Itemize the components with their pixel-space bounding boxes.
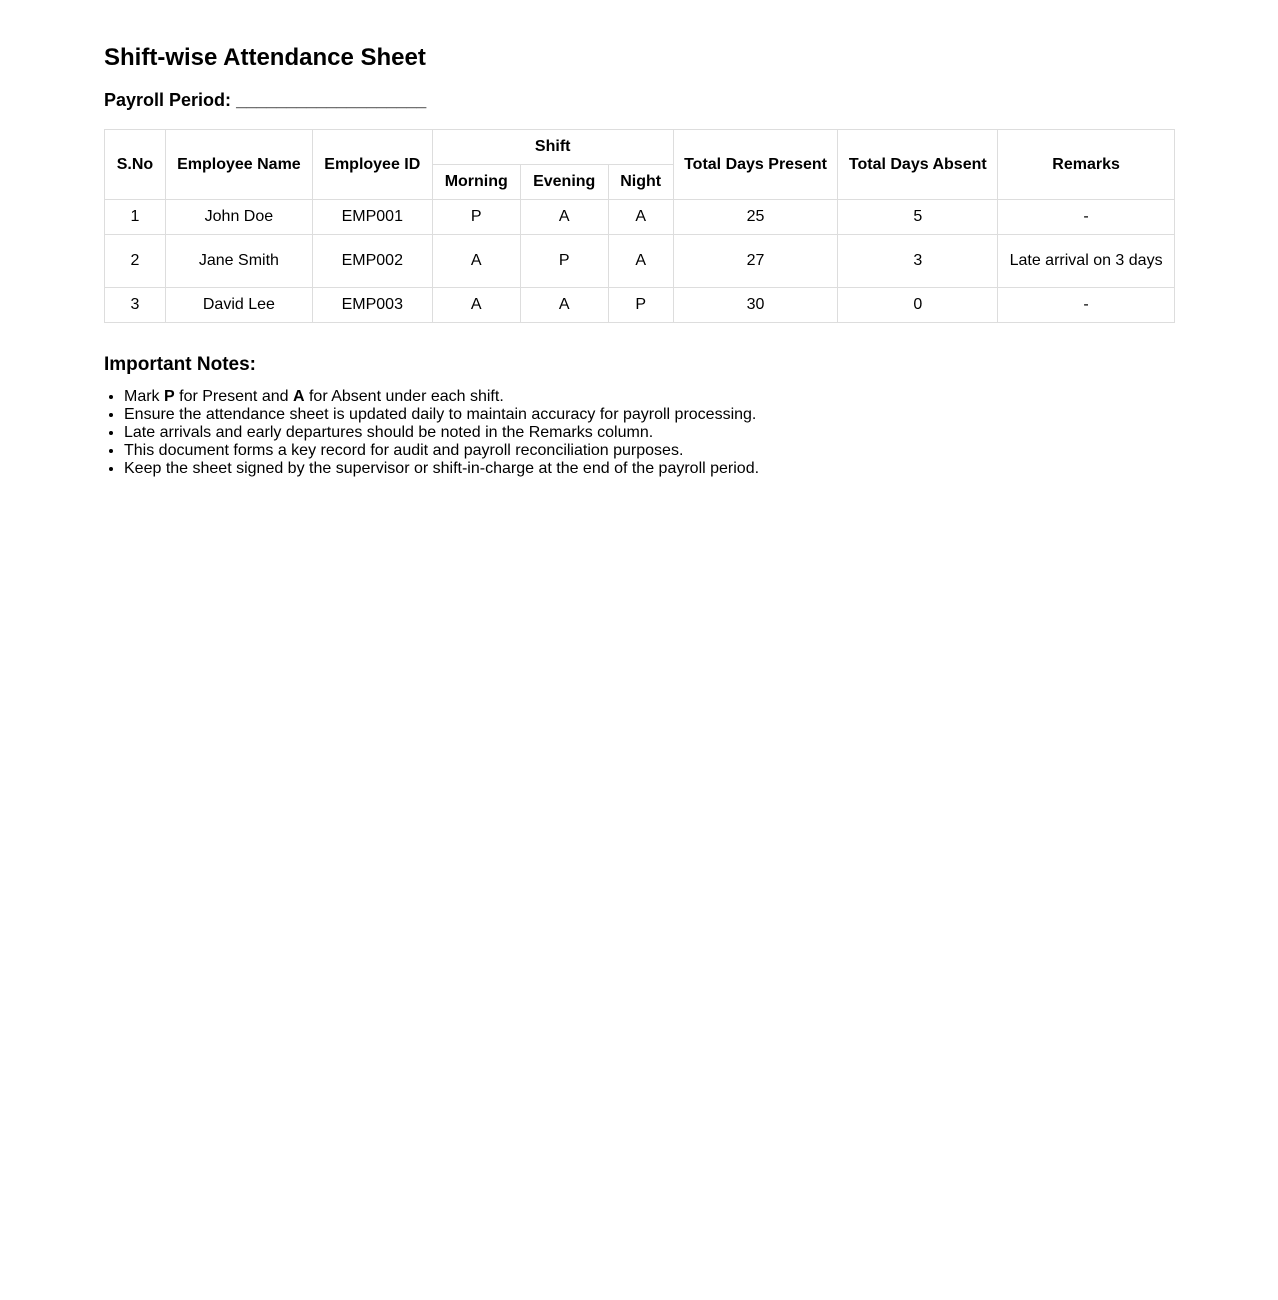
note-bold-a: A xyxy=(292,388,305,405)
payroll-period xyxy=(104,90,426,111)
attendance-table xyxy=(104,129,1175,323)
cell-evening: A xyxy=(520,200,608,235)
table-row xyxy=(105,235,1175,288)
cell-night: A xyxy=(608,200,673,235)
cell-name: Jane Smith xyxy=(165,235,312,288)
cell-morning: A xyxy=(432,288,520,323)
page-title: Shift-wise Attendance Sheet xyxy=(104,44,426,71)
list-item: • Late arrivals and early departures should be noted in the Remarks column. xyxy=(124,424,759,442)
note-text: Mark xyxy=(124,388,164,405)
cell-evening: A xyxy=(520,288,608,323)
cell-sno: 3 xyxy=(105,288,166,323)
header-evening: Evening xyxy=(520,165,608,200)
cell-remarks: - xyxy=(998,200,1175,235)
header-shift: Shift xyxy=(432,130,673,165)
cell-night: P xyxy=(608,288,673,323)
cell-id: EMP002 xyxy=(312,235,432,288)
header-total-present: Total Days Present xyxy=(673,130,838,200)
payroll-period-label: Payroll Period: xyxy=(104,90,232,110)
header-night: Night xyxy=(608,165,673,200)
header-morning: Morning xyxy=(432,165,520,200)
note-text: for Absent under each shift. xyxy=(304,388,504,405)
table-row xyxy=(105,288,1175,323)
cell-morning: A xyxy=(432,235,520,288)
cell-morning: P xyxy=(432,200,520,235)
note-bold-p: P xyxy=(164,388,175,405)
list-item xyxy=(124,388,759,406)
cell-sno: 2 xyxy=(105,235,166,288)
notes-list xyxy=(104,388,759,478)
header-row-top xyxy=(105,130,1175,165)
cell-sno: 1 xyxy=(105,200,166,235)
header-employee-name: Employee Name xyxy=(165,130,312,200)
header-sno: S.No xyxy=(105,130,166,200)
header-total-absent: Total Days Absent xyxy=(838,130,998,200)
notes-title: Important Notes: xyxy=(104,354,256,375)
cell-absent: 3 xyxy=(838,235,998,288)
cell-evening: P xyxy=(520,235,608,288)
table-row xyxy=(105,200,1175,235)
header-remarks: Remarks xyxy=(998,130,1175,200)
payroll-period-blank: ___________________ xyxy=(236,90,427,110)
cell-present: 25 xyxy=(673,200,838,235)
cell-present: 27 xyxy=(673,235,838,288)
cell-night: A xyxy=(608,235,673,288)
cell-remarks: Late arrival on 3 days xyxy=(998,235,1175,288)
cell-absent: 0 xyxy=(838,288,998,323)
list-item: • Keep the sheet signed by the supervisor or shift-in-charge at the end of the payroll period. xyxy=(124,460,759,478)
list-item: • Ensure the attendance sheet is updated daily to maintain accuracy for payroll processing. xyxy=(124,406,759,424)
cell-remarks: - xyxy=(998,288,1175,323)
cell-name: John Doe xyxy=(165,200,312,235)
note-text: for Present and xyxy=(174,388,293,405)
cell-id: EMP003 xyxy=(312,288,432,323)
cell-absent: 5 xyxy=(838,200,998,235)
cell-id: EMP001 xyxy=(312,200,432,235)
cell-present: 30 xyxy=(673,288,838,323)
header-employee-id: Employee ID xyxy=(312,130,432,200)
list-item: • This document forms a key record for audit and payroll reconciliation purposes. xyxy=(124,442,759,460)
cell-name: David Lee xyxy=(165,288,312,323)
